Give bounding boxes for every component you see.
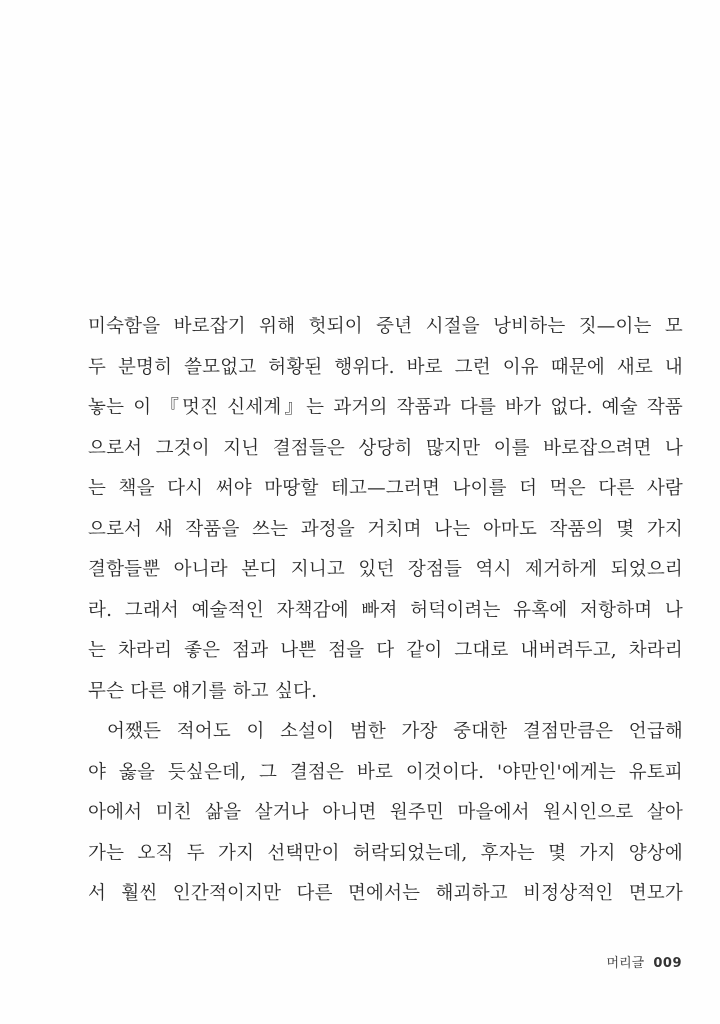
text-line: 결함들뿐 아니라 본디 지니고 있던 장점들 역시 제거하게 되었으리	[88, 559, 683, 580]
running-chapter-title: 머리글	[606, 956, 645, 971]
page-footer	[607, 952, 682, 971]
text-line: 으로서 그것이 지닌 결점들은 상당히 많지만 이를 바로잡으려면 나	[88, 437, 683, 459]
page-number: 009	[653, 956, 682, 971]
paragraph-2	[88, 712, 683, 915]
text-line: 아에서 미친 삶을 살거나 아니면 원주민 마을에서 원시인으로 살아	[88, 802, 683, 823]
text-line: 라. 그래서 예술적인 자책감에 빠져 허덕이려는 유혹에 저항하며 나	[88, 599, 683, 621]
text-line: 는 책을 다시 써야 마땅할 테고—그러면 나이를 더 먹은 다른 사람	[88, 478, 683, 499]
text-line: 야 옳을 듯싶은데, 그 결점은 바로 이것이다. '야만인'에게는 유토피	[88, 761, 683, 783]
text-line: 미숙함을 바로잡기 위해 헛되이 중년 시절을 낭비하는 짓—이는 모	[88, 316, 683, 337]
text-line: 두 분명히 쓸모없고 허황된 행위다. 바로 그런 이유 때문에 새로 내	[88, 356, 683, 378]
text-line: 어쨌든 적어도 이 소설이 범한 가장 중대한 결점만큼은 언급해	[107, 721, 683, 742]
text-line: 서 훨씬 인간적이지만 다른 면에서는 해괴하고 비정상적인 면모가	[88, 883, 683, 904]
text-line: 가는 오직 두 가지 선택만이 허락되었는데, 후자는 몇 가지 양상에	[88, 842, 683, 864]
text-line: 으로서 새 작품을 쓰는 과정을 거치며 나는 아마도 작품의 몇 가지	[88, 518, 683, 540]
paragraph-1	[88, 307, 683, 712]
text-line: 는 차라리 좋은 점과 나쁜 점을 다 같이 그대로 내버려두고, 차라리	[88, 640, 683, 661]
body-text	[88, 307, 683, 915]
text-line: 놓는 이 『멋진 신세계』는 과거의 작품과 다를 바가 없다. 예술 작품	[88, 397, 683, 418]
text-line: 무슨 다른 얘기를 하고 싶다.	[88, 680, 318, 702]
